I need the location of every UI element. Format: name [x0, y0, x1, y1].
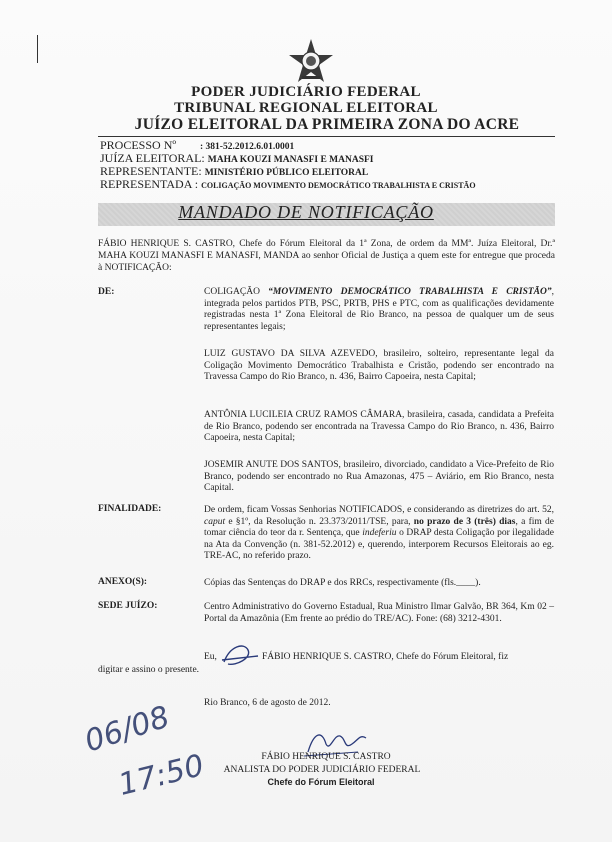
header-rule — [98, 136, 555, 137]
closing-eu: Eu, — [204, 652, 217, 662]
de-representative-paragraph: LUIZ GUSTAVO DA SILVA AZEVEDO, brasileiro, solteiro, representante legal da Coligação Movimento Democrático Trabalhista e Cristão, podendo ser encontrado na Travessa Campo do Rio Branco, n. 436, Bairro Capoeira, nesta Capital; — [204, 349, 554, 382]
process-number-label: PROCESSO Nº — [100, 138, 177, 152]
finalidade-text-1: De ordem, ficam Vossas Senhorias NOTIFICADOS, e considerando as diretrizes do art. 52, — [204, 505, 554, 515]
finalidade-deadline: no prazo de 3 (três) dias — [413, 516, 516, 527]
signer-role: ANALISTA DO PODER JUDICIÁRIO FEDERAL — [223, 765, 421, 775]
de-candidate-vice-paragraph: JOSEMIR ANUTE DOS SANTOS, brasileiro, divorciado, candidato a Vice-Prefeito de Rio Branco, podendo ser encontrado no Rua Amazonas, 475 – Aviário, em Rio Branco, nesta Capital. — [204, 460, 554, 493]
finalidade-text-3: , a fim de tomar ciência do teor da r. Sentença, que — [204, 516, 554, 538]
coalition-details: , integrada pelos partidos PTB, PSC, PRTB, PHS e PTC, com as qualificações devidamente registradas nesta 1ª Zona Eleitoral de Rio Branco, na pessoa de qualquer um de seus representantes legais; — [204, 287, 554, 332]
judge-label: JUÍZA ELEITORAL: — [100, 151, 205, 165]
represented-row — [100, 178, 476, 192]
finalidade-text-2: e §1º, da Resolução n. 23.373/2011/TSE, para, — [225, 516, 414, 527]
de-candidate-mayor-paragraph: ANTÔNIA LUCILEIA CRUZ RAMOS CÂMARA, brasileira, casada, candidata a Prefeita de Rio Branco, podendo ser encontrada na Travessa Campo do Rio Branco, n. 436, Bairro Capoeira, nesta Capital; — [204, 410, 554, 443]
date-line: Rio Branco, 6 de agosto de 2012. — [204, 698, 331, 708]
sede-text: Centro Administrativo do Governo Estadual, Rua Ministro Ilmar Galvão, BR 364, Km 02 – Portal da Amazônia (Em frente ao prédio do TRE/AC). Fone: (68) 3212-4301. — [204, 602, 554, 624]
represented-label: REPRESENTADA : — [100, 177, 199, 191]
finalidade-paragraph — [204, 505, 554, 563]
represented-value: COLIGAÇÃO MOVIMENTO DEMOCRÁTICO TRABALHISTA E CRISTÃO — [201, 181, 476, 190]
finalidade-text-4: o DRAP desta Coligação por ilegalidade na Ata da Convenção (n. 381-52.2012) e, querendo, interporem Recursos Eleitorais ao eg. TRE-AC, no referido prazo. — [204, 528, 554, 561]
de-coalition-paragraph — [204, 287, 554, 333]
process-number-value: : 381-52.2012.6.01.0001 — [200, 142, 295, 152]
margin-mark — [37, 35, 38, 63]
finalidade-indeferiu: indeferiu — [362, 528, 397, 538]
document-title: MANDADO DE NOTIFICAÇÃO — [178, 202, 434, 222]
court-header — [0, 84, 612, 133]
initials-signature-icon — [218, 640, 262, 670]
coalition-name: “MOVIMENTO DEMOCRÁTICO TRABALHISTA E CRISTÃO” — [268, 287, 552, 297]
coalition-prefix: COLIGAÇÃO — [204, 287, 260, 297]
header-line-2: TRIBUNAL REGIONAL ELEITORAL — [174, 100, 438, 116]
anexo-label: ANEXO(S): — [98, 577, 148, 587]
closing-line-2: digitar e assino o presente. — [98, 665, 200, 675]
finalidade-caput: caput — [204, 516, 226, 527]
coat-of-arms-icon — [288, 38, 334, 84]
representative-value: MINISTÉRIO PÚBLICO ELEITORAL — [204, 168, 369, 178]
intro-paragraph: FÁBIO HENRIQUE S. CASTRO, Chefe do Fórum Eleitoral da 1ª Zona, de ordem da MMª. Juíza Eleitoral, Dr.ª MAHA KOUZI MANASFI E MANASFI, MANDA ao senhor Oficial de Justiça a quem este for entregue que proceda à NOTIFICAÇÃO: — [98, 239, 555, 273]
representative-label: REPRESENTANTE: — [100, 164, 202, 178]
handwritten-time: 17:50 — [115, 748, 208, 803]
closing-text: FÁBIO HENRIQUE S. CASTRO, Chefe do Fórum Eleitoral, fiz — [262, 652, 509, 662]
header-line-1: PODER JUDICIÁRIO FEDERAL — [191, 84, 421, 100]
handwritten-date: 06/08 — [80, 699, 174, 760]
header-line-3: JUÍZO ELEITORAL DA PRIMEIRA ZONA DO ACRE — [134, 116, 520, 133]
anexo-text: Cópias das Sentenças do DRAP e dos RRCs, respectivamente (fls.____). — [204, 578, 481, 588]
finalidade-label: FINALIDADE: — [98, 504, 162, 514]
signer-office: Chefe do Fórum Eleitoral — [267, 777, 375, 787]
sede-label: SEDE JUÍZO: — [98, 601, 158, 611]
de-label: DE: — [98, 287, 115, 297]
signer-name: FÁBIO HENRIQUE S. CASTRO — [261, 752, 391, 762]
judge-value: MAHA KOUZI MANASFI E MANASFI — [207, 155, 374, 165]
